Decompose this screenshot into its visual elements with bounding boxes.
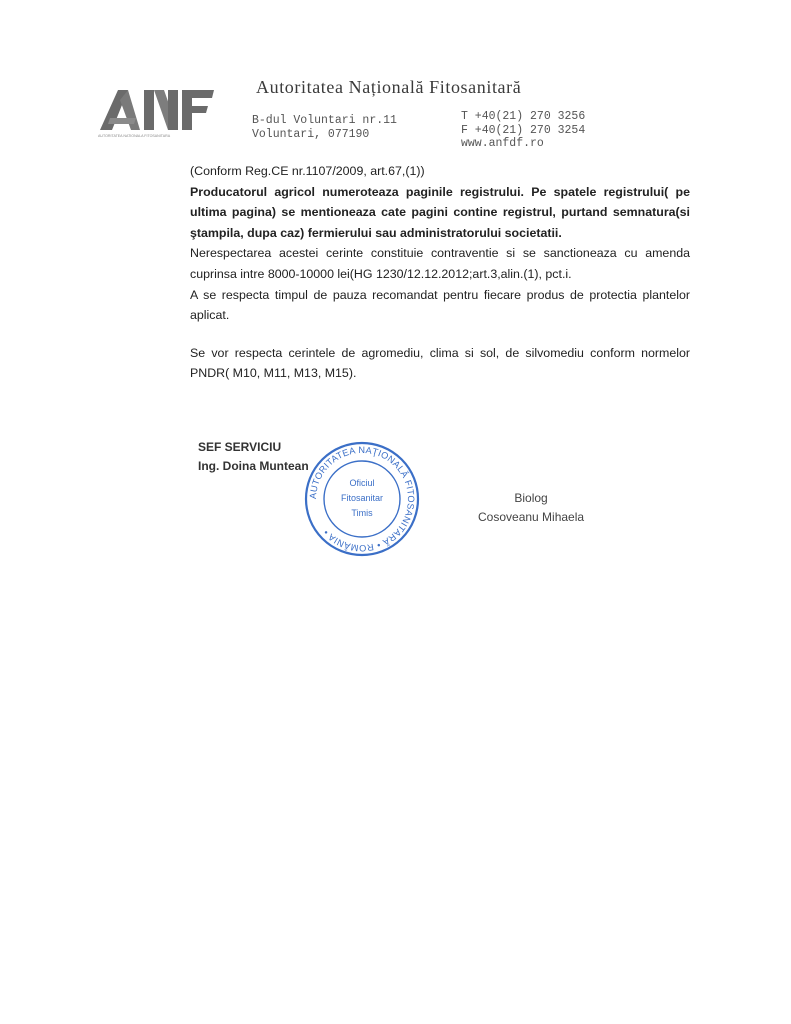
logo-caption: AUTORITATEA NATIONALA FITOSANITARA	[98, 134, 171, 138]
head-of-service-name: Ing. Doina Muntean	[198, 459, 309, 473]
address-block	[252, 114, 397, 142]
paragraph-environment: Se vor respecta cerintele de agromediu, clima si sol, de silvomediu conform normelor PNDR( M10, M11, M13, M15).	[190, 345, 690, 381]
official-stamp	[303, 441, 421, 557]
phone-number: T +40(21) 270 3256	[461, 110, 586, 123]
biologist-title: Biolog	[514, 491, 548, 505]
stamp-line-2: Fitosanitar	[340, 493, 384, 503]
fax-number: F +40(21) 270 3254	[461, 123, 586, 137]
address-line-1: B-dul Voluntari nr.11	[252, 114, 397, 127]
regulation-reference: (Conform Reg.CE nr.1107/2009, art.67,(1))	[190, 164, 425, 178]
stamp-line-1: Oficiul	[349, 478, 375, 488]
anf-logo	[98, 86, 216, 138]
stamp-ring-text: AUTORITATEA NAŢIONALĂ FITOSANITARĂ • ROMÂNIA •	[307, 444, 417, 554]
contact-block	[461, 110, 585, 151]
address-line-2: Voluntari, 077190	[252, 128, 370, 141]
head-of-service-title: SEF SERVICIU	[198, 440, 282, 454]
signature-right	[478, 489, 584, 527]
paragraph-penalty: Nerespectarea acestei cerinte constituie contraventie si se sanctioneaza cu amenda cuprinsa intre 8000-10000 lei(HG 1230/12.12.2012;art.3,alin.(1), pct.i.	[190, 246, 690, 281]
biologist-name: Cosoveanu Mihaela	[478, 510, 585, 524]
paragraph-pause-time: A se respecta timpul de pauza recomandat pentru fiecare produs de protectia plantelor aplicat.	[190, 287, 690, 323]
signature-left	[198, 438, 309, 476]
website-link[interactable]: www.anfdf.ro	[461, 137, 544, 150]
stamp-line-3: Timis	[351, 508, 373, 518]
body-text	[190, 161, 690, 384]
organization-title: Autoritatea Națională Fitosanitară	[256, 77, 522, 97]
paragraph-page-numbering: Producatorul agricol numeroteaza paginile registrului. Pe spatele registrului( pe ultima pagina) se mentioneaza cate pagini contine registrul, purtand semnatura(si ştampila, dupa caz) fermierului sau administratorului societatii.	[190, 184, 690, 240]
